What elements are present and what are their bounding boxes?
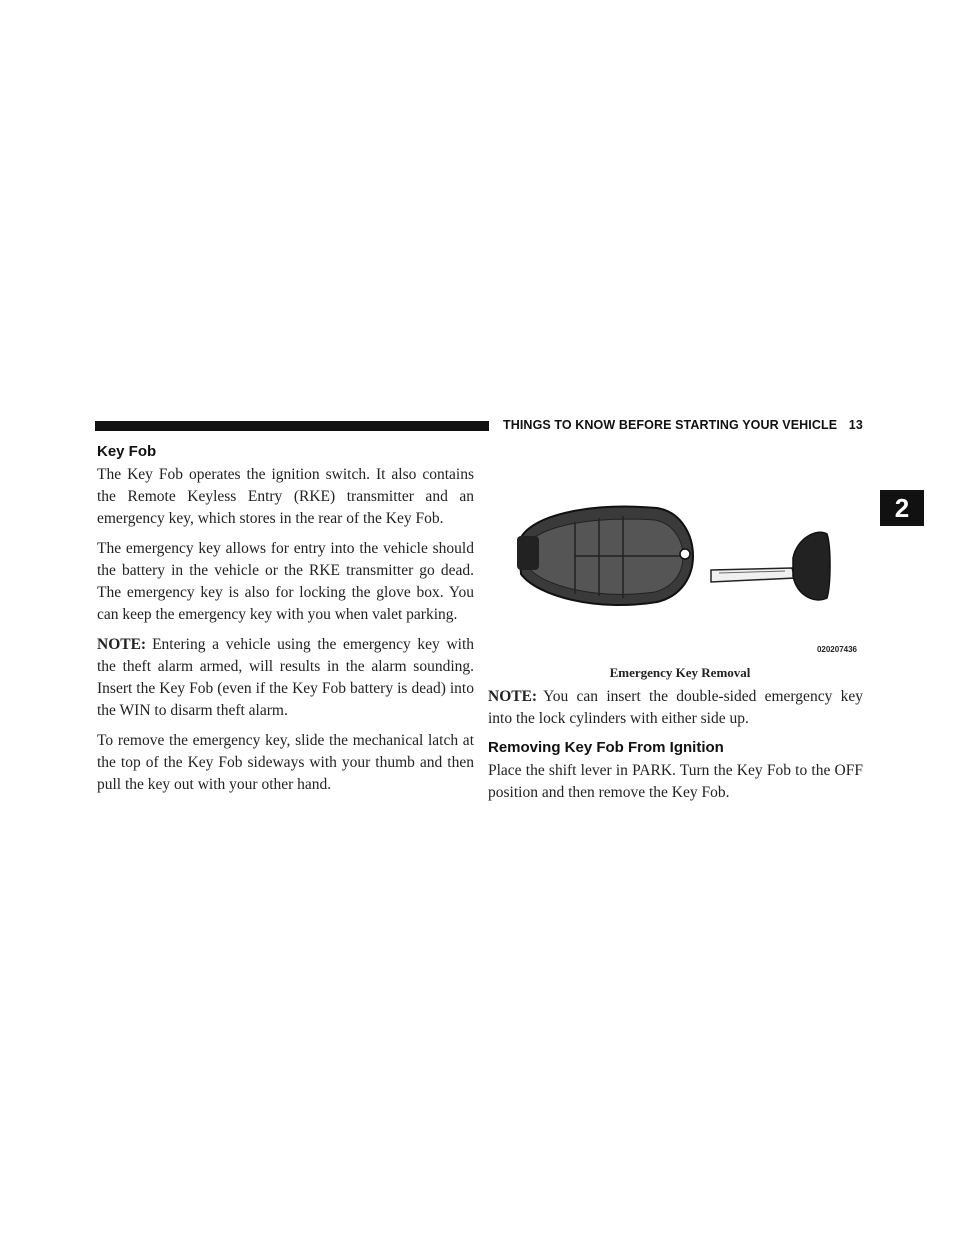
paragraph: The Key Fob operates the ignition switch. It also contains the Remote Keyless Entry (RKE) transmitter and an emergency key, which stores in the rear of the Key Fob. <box>97 466 474 527</box>
note-paragraph <box>97 634 474 722</box>
page-number: 13 <box>848 418 863 432</box>
figure-caption: Emergency Key Removal <box>609 665 751 680</box>
note-text: Entering a vehicle using the emergency key with the theft alarm armed, will results in the alarm sounding. Insert the Key Fob (even if the Key Fob battery is dead) into the WIN to disarm theft alarm. <box>97 636 474 719</box>
note-text: You can insert the double-sided emergency key into the lock cylinders with either side up. <box>488 688 863 727</box>
emergency-key-icon <box>711 532 830 600</box>
paragraph: The emergency key allows for entry into the vehicle should the battery in the vehicle or the RKE transmitter go dead. The emergency key is also for locking the glove box. You can keep the emergency key with you when valet parking. <box>97 540 474 623</box>
section-heading-removing-key-fob: Removing Key Fob From Ignition <box>488 739 724 756</box>
header-rule <box>95 421 489 431</box>
running-header <box>503 418 863 436</box>
note-paragraph <box>488 686 863 730</box>
key-fob-illustration <box>497 446 863 660</box>
paragraph: To remove the emergency key, slide the mechanical latch at the top of the Key Fob sideways with your thumb and then pull the key out with your other hand. <box>97 732 474 793</box>
note-label: NOTE: <box>97 636 147 653</box>
left-column <box>97 442 474 804</box>
key-fob-figure <box>497 446 863 660</box>
chapter-tab: 2 <box>880 490 924 526</box>
note-label: NOTE: <box>488 688 538 705</box>
paragraph: Place the shift lever in PARK. Turn the Key Fob to the OFF position and then remove the Key Fob. <box>488 762 863 801</box>
right-column <box>488 686 863 812</box>
header-title: THINGS TO KNOW BEFORE STARTING YOUR VEHICLE <box>503 418 838 432</box>
section-heading-key-fob: Key Fob <box>97 443 157 460</box>
key-fob-icon <box>517 507 693 605</box>
figure-id: 020207436 <box>816 645 857 654</box>
